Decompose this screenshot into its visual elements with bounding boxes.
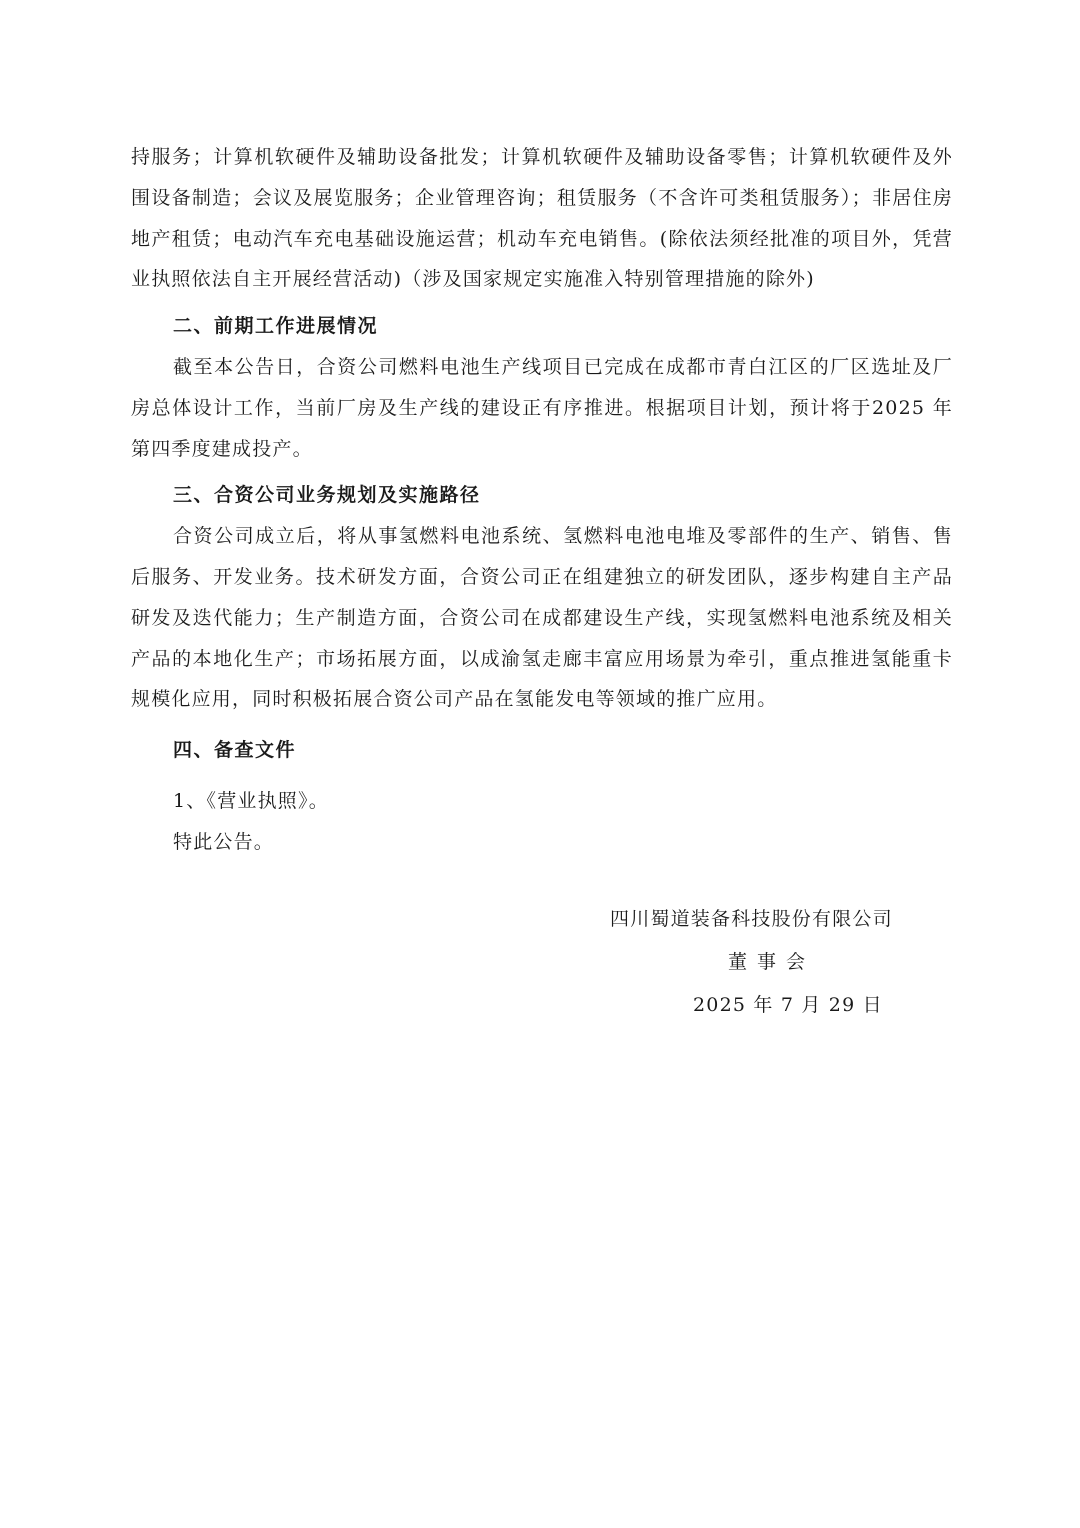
section-2-heading: 二、前期工作进展情况	[173, 315, 379, 338]
signature-block	[600, 898, 930, 1027]
section-3-paragraph: 合资公司成立后，将从事氢燃料电池系统、氢燃料电池电堆及零部件的生产、销售、售后服务、开发业务。技术研发方面，合资公司正在组建独立的研发团队，逐步构建自主产品研发及迭代能力；生产制造方面，合资公司在成都建设生产线，实现氢燃料电池系统及相关产品的本地化生产；市场拓展方面，以成渝氢走廊丰富应用场景为牵引，重点推进氢能重卡规模化应用，同时积极拓展合资公司产品在氢能发电等领域的推广应用。	[131, 525, 953, 711]
signature-company: 四川蜀道装备科技股份有限公司	[610, 908, 893, 930]
closing-statement: 特此公告。	[173, 830, 275, 853]
section-2-paragraph: 截至本公告日，合资公司燃料电池生产线项目已完成在成都市青白江区的厂区选址及厂房总体设计工作，当前厂房及生产线的建设正有序推进。根据项目计划，预计将于2025 年第四季度建成投产。	[131, 355, 953, 460]
section-4-heading: 四、备查文件	[173, 739, 297, 762]
reference-document-item: 1、《营业执照》。	[173, 789, 329, 812]
business-scope-continuation: 持服务；计算机软硬件及辅助设备批发；计算机软硬件及辅助设备零售；计算机软硬件及外围设备制造；会议及展览服务；企业管理咨询；租赁服务（不含许可类租赁服务）；非居住房地产租赁；电动汽车充电基础设施运营；机动车充电销售。(除依法须经批准的项目外，凭营业执照依法自主开展经营活动)（涉及国家规定实施准入特别管理措施的除外)	[131, 146, 953, 291]
section-3-heading: 三、合资公司业务规划及实施路径	[173, 484, 481, 507]
signature-board: 董事会	[728, 951, 816, 973]
signature-date: 2025 年 7 月 29 日	[693, 994, 883, 1016]
announcement-body	[131, 137, 953, 863]
